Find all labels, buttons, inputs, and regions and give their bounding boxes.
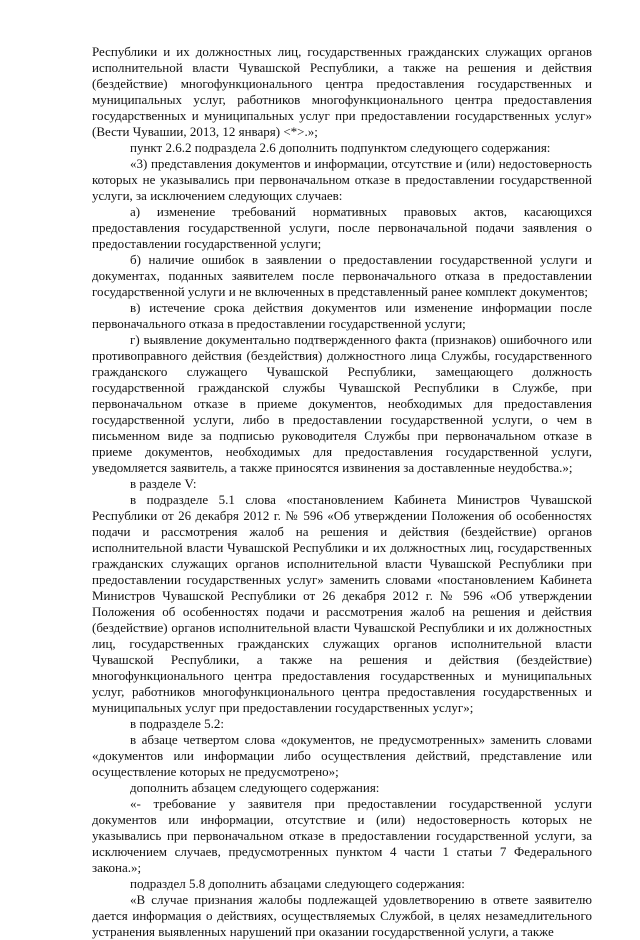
paragraph-3: «3) представления документов и информации, отсутствие и (или) недостоверность которых не указывались при первоначальном отказе в предоставлении государственной услуги, за исключением следующих случаев: bbox=[92, 156, 592, 203]
paragraph-14: подраздел 5.8 дополнить абзацами следующего содержания: bbox=[130, 876, 465, 891]
paragraph-15: «В случае признания жалобы подлежащей удовлетворению в ответе заявителю дается информация о действиях, осуществляемых Службой, в целях незамедлительного устранения выявленных нарушений при оказании государственной услуги, а также bbox=[92, 892, 592, 939]
paragraph-12: дополнить абзацем следующего содержания: bbox=[130, 780, 380, 795]
paragraph-10: в подразделе 5.2: bbox=[130, 716, 225, 731]
paragraph-1: Республики и их должностных лиц, государственных гражданских служащих органов исполнительной власти Чувашской Республики, а также на решения и действия (бездействие) многофункционального центра предоставления государственных и муниципальных услуг, работников многофункционального центра предоставления государственных и муниципальных услуг при предоставлении государственных услуг» (Вести Чувашии, 2013, 12 января) <*>.»; bbox=[92, 44, 592, 139]
paragraph-11: в абзаце четвертом слова «документов, не предусмотренных» заменить словами «документов или информации либо осуществления действий, представление или осуществление которых не предусмотрено»; bbox=[92, 732, 592, 779]
paragraph-8: в разделе V: bbox=[130, 476, 197, 491]
document-page bbox=[92, 44, 592, 940]
paragraph-6: в) истечение срока действия документов или изменение информации после первоначального отказа в предоставлении государственной услуги; bbox=[92, 300, 592, 331]
paragraph-2: пункт 2.6.2 подраздела 2.6 дополнить подпунктом следующего содержания: bbox=[130, 140, 551, 155]
paragraph-5: б) наличие ошибок в заявлении о предоставлении государственной услуги и документах, поданных заявителем после первоначального отказа в предоставлении государственной услуги и не включенных в представленный ранее комплект документов; bbox=[92, 252, 592, 299]
paragraph-4: а) изменение требований нормативных правовых актов, касающихся предоставления государственной услуги, после первоначальной подачи заявления о предоставлении государственной услуги; bbox=[92, 204, 592, 251]
paragraph-7: г) выявление документально подтвержденного факта (признаков) ошибочного или противоправного действия (бездействия) должностного лица Службы, государственного гражданского служащего Чувашской Республики, замещающего должность государственной гражданской службы Чувашской Республики в Службе, при первоначальном отказе в приеме документов, необходимых для предоставления государственной услуги, либо в предоставлении государственной услуги, о чем в письменном виде за подписью руководителя Службы при первоначальном отказе в приеме документов, необходимых для предоставления государственной услуги, уведомляется заявитель, а также приносятся извинения за доставленные неудобства.»; bbox=[92, 332, 592, 475]
paragraph-9: в подразделе 5.1 слова «постановлением Кабинета Министров Чувашской Республики от 26 декабря 2012 г. № 596 «Об утверждении Положения об особенностях подачи и рассмотрения жалоб на решения и действия (бездействие) органов исполнительной власти Чувашской Республики и их должностных лиц, государственных гражданских служащих органов исполнительной власти Чувашской Республики при предоставлении государственных услуг» заменить словами «постановлением Кабинета Министров Чувашской Республики от 26 декабря 2012 г. № 596 «Об утверждении Положения об особенностях подачи и рассмотрения жалоб на решения и действия (бездействие) органов исполнительной власти Чувашской Республики и их должностных лиц, государственных гражданских служащих органов исполнительной власти Чувашской Республики, а также на решения и действия (бездействие) многофункционального центра предоставления государственных и муниципальных услуг, работников многофункционального центра предоставления государственных и муниципальных услуг при предоставлении государственных услуг»; bbox=[92, 492, 592, 715]
paragraph-13: «- требование у заявителя при предоставлении государственной услуги документов или информации, отсутствие и (или) недостоверность которых не указывались при первоначальном отказе в предоставлении государственной услуги, за исключением случаев, предусмотренных пунктом 4 части 1 статьи 7 Федерального закона.»; bbox=[92, 796, 592, 875]
